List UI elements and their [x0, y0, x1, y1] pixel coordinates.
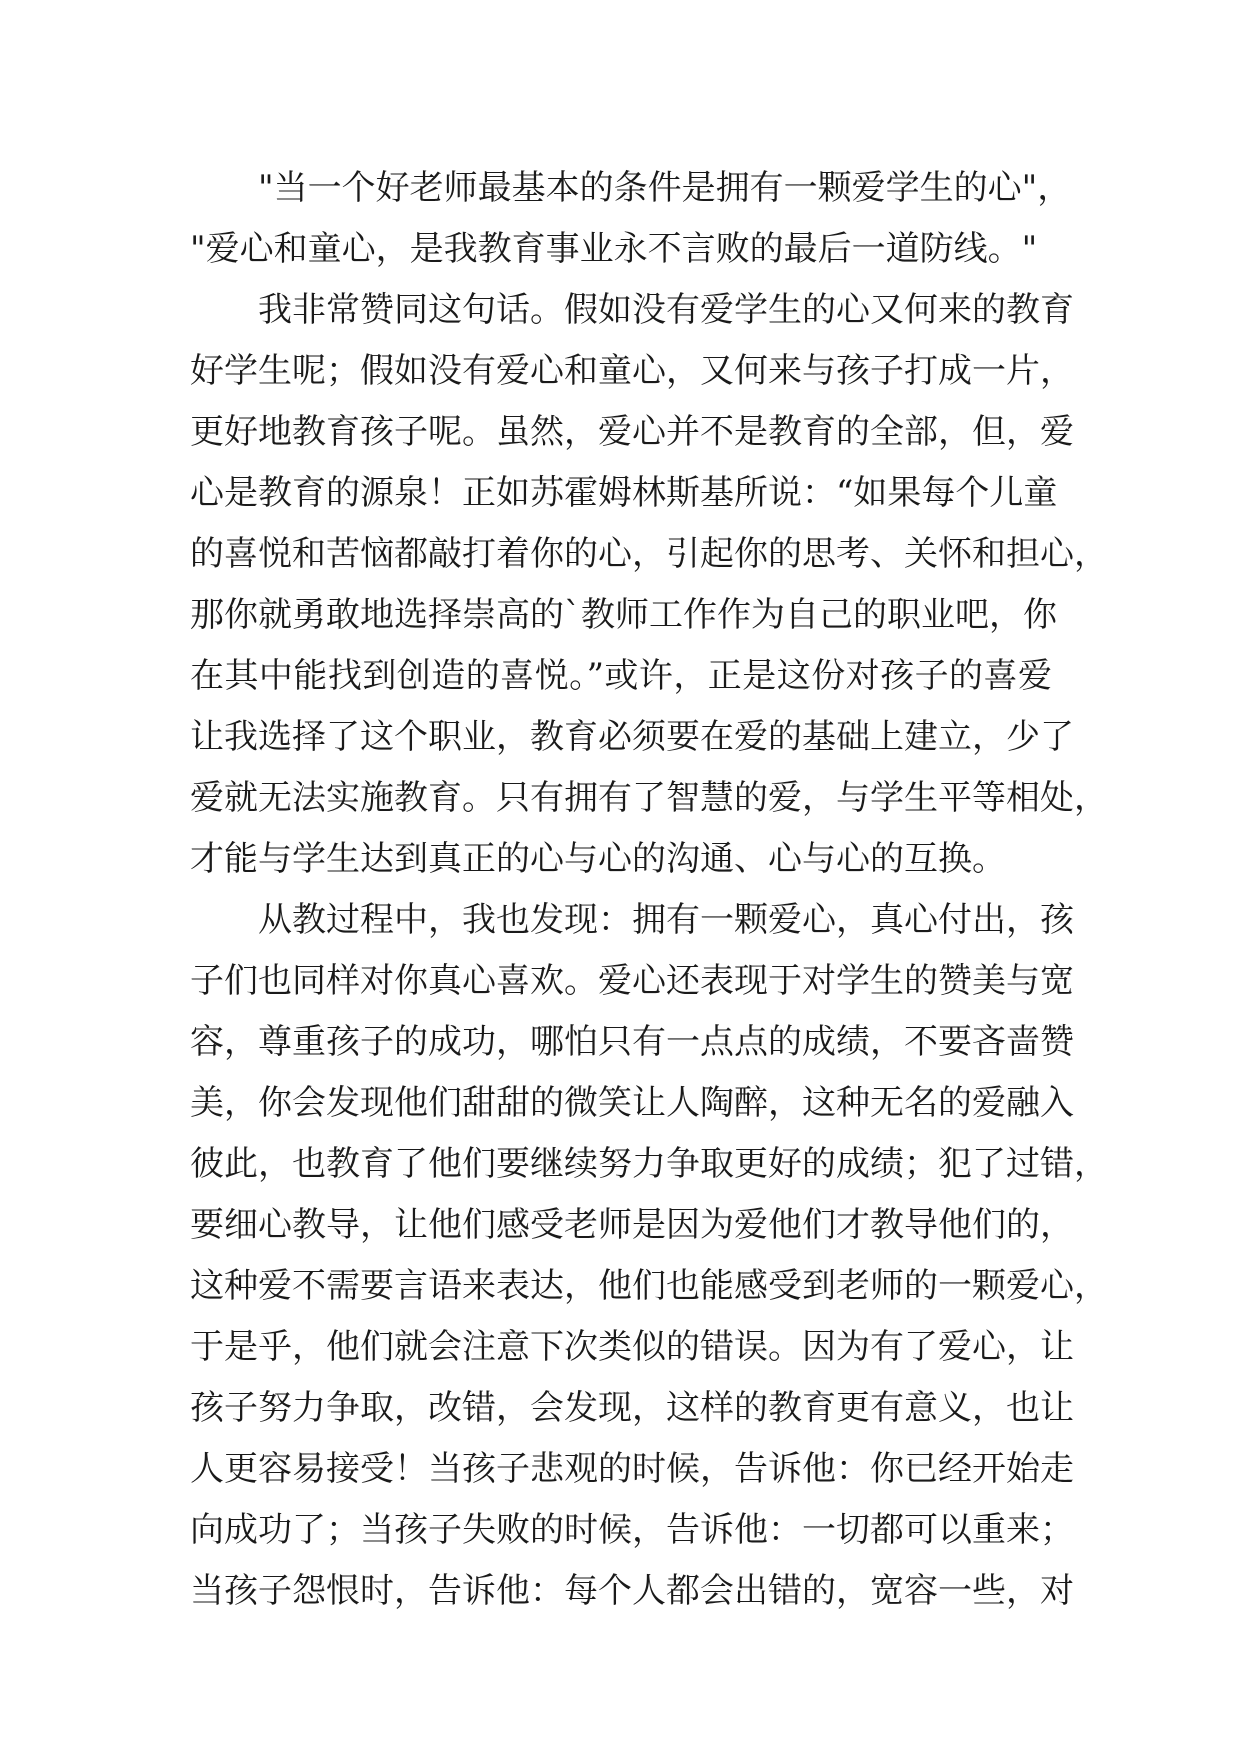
text-line: 更好地教育孩子呢。虽然，爱心并不是教育的全部，但，爱: [190, 412, 1074, 452]
text-line: "当一个好老师最基本的条件是拥有一颗爱学生的心"，: [258, 168, 1072, 208]
text-line: 孩子努力争取，改错，会发现，这样的教育更有意义，也让: [190, 1388, 1074, 1428]
text-line: 在其中能找到创造的喜悦。”或许，正是这份对孩子的喜爱: [190, 656, 1052, 696]
text-line: 心是教育的源泉！正如苏霍姆林斯基所说：“如果每个儿童: [190, 473, 1058, 513]
text-line: 让我选择了这个职业，教育必须要在爱的基础上建立，少了: [190, 717, 1074, 757]
text-line: 我非常赞同这句话。假如没有爱学生的心又何来的教育: [258, 290, 1074, 330]
text-line: 人更容易接受！当孩子悲观的时候，告诉他：你已经开始走: [190, 1449, 1074, 1489]
paragraph: [190, 890, 1108, 1622]
text-line: 好学生呢；假如没有爱心和童心，又何来与孩子打成一片，: [190, 351, 1074, 391]
text-line: 爱就无法实施教育。只有拥有了智慧的爱，与学生平等相处，: [190, 778, 1108, 818]
text-line: 向成功了；当孩子失败的时候，告诉他：一切都可以重来；: [190, 1510, 1074, 1550]
text-line: 容，尊重孩子的成功，哪怕只有一点点的成绩，不要吝啬赞: [190, 1022, 1074, 1062]
text-line: 于是乎，他们就会注意下次类似的错误。因为有了爱心，让: [190, 1327, 1074, 1367]
text-line: 才能与学生达到真正的心与心的沟通、心与心的互换。: [190, 839, 1006, 879]
text-line: 子们也同样对你真心喜欢。爱心还表现于对学生的赞美与宽: [190, 961, 1074, 1001]
text-line: 要细心教导，让他们感受老师是因为爱他们才教导他们的，: [190, 1205, 1074, 1245]
text-line: "爱心和童心，是我教育事业永不言败的最后一道防线。": [190, 229, 1038, 269]
text-line: 彼此，也教育了他们要继续努力争取更好的成绩；犯了过错，: [190, 1144, 1108, 1184]
document-page: [190, 158, 1108, 1622]
paragraph: [190, 158, 1072, 280]
text-line: 那你就勇敢地选择崇高的`教师工作作为自己的职业吧，你: [190, 595, 1057, 635]
text-line: 从教过程中，我也发现：拥有一颗爱心，真心付出，孩: [258, 900, 1074, 940]
text-line: 这种爱不需要言语来表达，他们也能感受到老师的一颗爱心，: [190, 1266, 1108, 1306]
text-line: 的喜悦和苦恼都敲打着你的心，引起你的思考、关怀和担心，: [190, 534, 1108, 574]
paragraph: [190, 280, 1108, 890]
text-line: 当孩子怨恨时，告诉他：每个人都会出错的，宽容一些，对: [190, 1571, 1074, 1611]
text-line: 美，你会发现他们甜甜的微笑让人陶醉，这种无名的爱融入: [190, 1083, 1074, 1123]
